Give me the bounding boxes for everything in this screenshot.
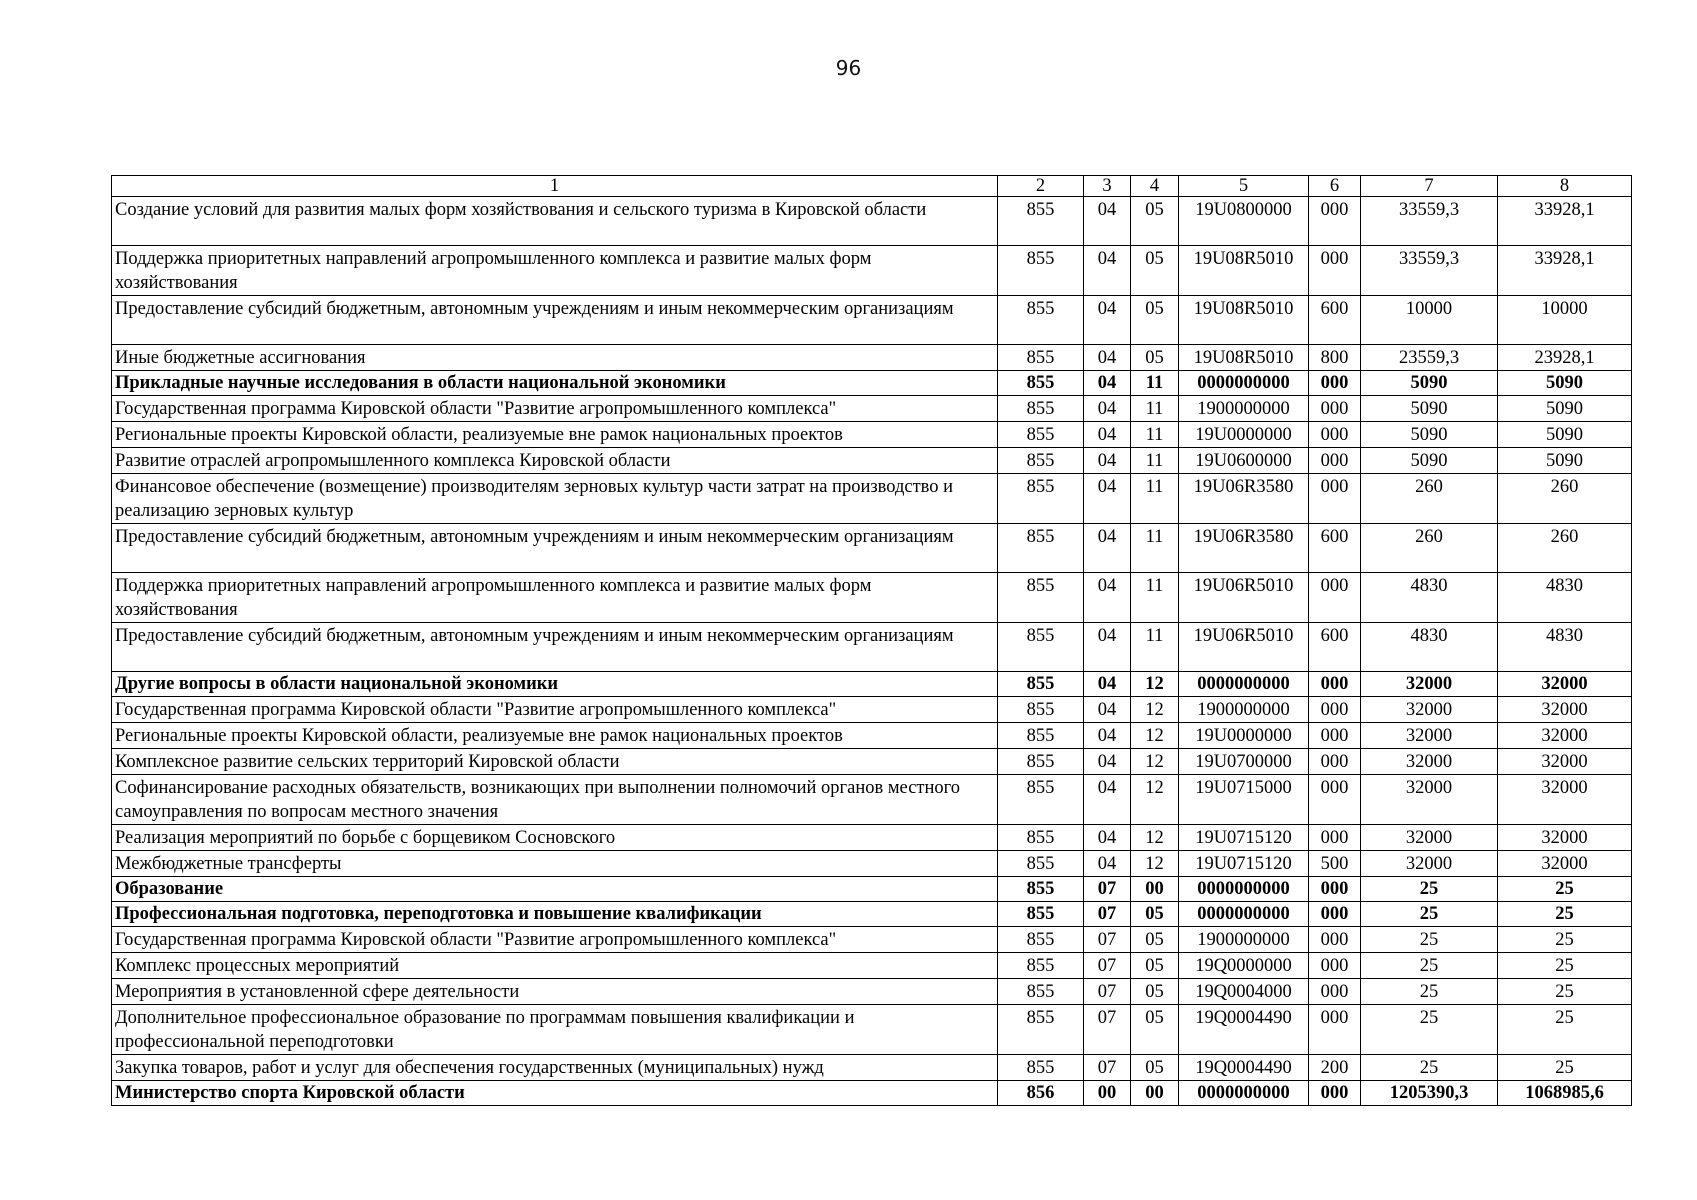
amount-year1-cell: 33559,3	[1361, 197, 1498, 246]
amount-year1-cell: 25	[1361, 1055, 1498, 1081]
subsection-cell: 05	[1131, 979, 1179, 1005]
amount-year1-cell: 260	[1361, 524, 1498, 573]
row-name-cell: Комплекс процессных мероприятий	[112, 953, 998, 979]
row-name-cell: Межбюджетные трансферты	[112, 851, 998, 877]
amount-year1-cell: 32000	[1361, 749, 1498, 775]
table-row	[112, 474, 1632, 524]
column-header: 7	[1361, 176, 1498, 197]
amount-year1-cell: 25	[1361, 927, 1498, 953]
amount-year1-cell: 4830	[1361, 623, 1498, 672]
table-row	[112, 1055, 1632, 1081]
target-article-cell: 19U08R5010	[1179, 296, 1309, 345]
amount-year1-cell: 5090	[1361, 448, 1498, 474]
target-article-cell: 0000000000	[1179, 1081, 1309, 1106]
admin-code-cell: 855	[998, 474, 1084, 524]
amount-year2-cell: 5090	[1498, 371, 1632, 396]
row-name-cell: Предоставление субсидий бюджетным, автономным учреждениям и иным некоммерческим организациям	[112, 296, 998, 345]
subsection-cell: 12	[1131, 775, 1179, 825]
amount-year2-cell: 32000	[1498, 723, 1632, 749]
target-article-cell: 19U0800000	[1179, 197, 1309, 246]
subsection-cell: 12	[1131, 697, 1179, 723]
amount-year2-cell: 25	[1498, 1005, 1632, 1055]
expense-type-cell: 000	[1309, 573, 1361, 623]
target-article-cell: 1900000000	[1179, 697, 1309, 723]
amount-year2-cell: 5090	[1498, 396, 1632, 422]
expense-type-cell: 000	[1309, 672, 1361, 697]
admin-code-cell: 855	[998, 672, 1084, 697]
section-cell: 04	[1084, 246, 1131, 296]
admin-code-cell: 855	[998, 775, 1084, 825]
amount-year2-cell: 5090	[1498, 448, 1632, 474]
section-cell: 04	[1084, 573, 1131, 623]
target-article-cell: 0000000000	[1179, 371, 1309, 396]
admin-code-cell: 855	[998, 749, 1084, 775]
table-row	[112, 524, 1632, 573]
column-header: 2	[998, 176, 1084, 197]
table-row	[112, 396, 1632, 422]
amount-year2-cell: 32000	[1498, 775, 1632, 825]
amount-year1-cell: 5090	[1361, 422, 1498, 448]
section-cell: 04	[1084, 448, 1131, 474]
expense-type-cell: 000	[1309, 749, 1361, 775]
admin-code-cell: 855	[998, 623, 1084, 672]
page-number: 96	[835, 56, 862, 80]
expense-type-cell: 000	[1309, 775, 1361, 825]
admin-code-cell: 855	[998, 927, 1084, 953]
subsection-cell: 05	[1131, 1055, 1179, 1081]
expense-type-cell: 000	[1309, 877, 1361, 902]
table-row	[112, 979, 1632, 1005]
amount-year2-cell: 25	[1498, 979, 1632, 1005]
expense-type-cell: 000	[1309, 902, 1361, 927]
table-row	[112, 422, 1632, 448]
section-cell: 04	[1084, 775, 1131, 825]
amount-year1-cell: 32000	[1361, 825, 1498, 851]
subsection-cell: 05	[1131, 246, 1179, 296]
expense-type-cell: 200	[1309, 1055, 1361, 1081]
amount-year1-cell: 33559,3	[1361, 246, 1498, 296]
subsection-cell: 11	[1131, 422, 1179, 448]
row-name-cell: Другие вопросы в области национальной экономики	[112, 672, 998, 697]
admin-code-cell: 855	[998, 422, 1084, 448]
target-article-cell: 0000000000	[1179, 902, 1309, 927]
subsection-cell: 05	[1131, 345, 1179, 371]
admin-code-cell: 855	[998, 448, 1084, 474]
amount-year1-cell: 10000	[1361, 296, 1498, 345]
row-name-cell: Поддержка приоритетных направлений агропромышленного комплекса и развитие малых форм хозяйствования	[112, 246, 998, 296]
table-row	[112, 927, 1632, 953]
subsection-cell: 11	[1131, 448, 1179, 474]
amount-year2-cell: 32000	[1498, 749, 1632, 775]
target-article-cell: 19Q0004490	[1179, 1005, 1309, 1055]
table-row	[112, 697, 1632, 723]
table-row	[112, 825, 1632, 851]
row-name-cell: Поддержка приоритетных направлений агропромышленного комплекса и развитие малых форм хозяйствования	[112, 573, 998, 623]
section-cell: 07	[1084, 979, 1131, 1005]
row-name-cell: Региональные проекты Кировской области, реализуемые вне рамок национальных проектов	[112, 422, 998, 448]
subsection-cell: 11	[1131, 623, 1179, 672]
amount-year2-cell: 1068985,6	[1498, 1081, 1632, 1106]
subsection-cell: 11	[1131, 573, 1179, 623]
target-article-cell: 1900000000	[1179, 396, 1309, 422]
admin-code-cell: 855	[998, 345, 1084, 371]
row-name-cell: Закупка товаров, работ и услуг для обеспечения государственных (муниципальных) нужд	[112, 1055, 998, 1081]
section-cell: 04	[1084, 723, 1131, 749]
subsection-cell: 05	[1131, 296, 1179, 345]
table-row	[112, 672, 1632, 697]
expense-type-cell: 600	[1309, 296, 1361, 345]
target-article-cell: 19U0715000	[1179, 775, 1309, 825]
table-row	[112, 448, 1632, 474]
row-name-cell: Государственная программа Кировской области "Развитие агропромышленного комплекса"	[112, 396, 998, 422]
admin-code-cell: 855	[998, 524, 1084, 573]
section-cell: 04	[1084, 749, 1131, 775]
section-cell: 04	[1084, 474, 1131, 524]
section-cell: 07	[1084, 1005, 1131, 1055]
admin-code-cell: 855	[998, 825, 1084, 851]
amount-year1-cell: 23559,3	[1361, 345, 1498, 371]
expense-type-cell: 000	[1309, 927, 1361, 953]
subsection-cell: 12	[1131, 749, 1179, 775]
target-article-cell: 19U0700000	[1179, 749, 1309, 775]
row-name-cell: Министерство спорта Кировской области	[112, 1081, 998, 1106]
section-cell: 00	[1084, 1081, 1131, 1106]
expense-type-cell: 000	[1309, 197, 1361, 246]
table-row	[112, 246, 1632, 296]
expense-type-cell: 600	[1309, 623, 1361, 672]
admin-code-cell: 856	[998, 1081, 1084, 1106]
row-name-cell: Предоставление субсидий бюджетным, автономным учреждениям и иным некоммерческим организациям	[112, 623, 998, 672]
budget-table	[111, 175, 1632, 1106]
amount-year1-cell: 32000	[1361, 723, 1498, 749]
subsection-cell: 11	[1131, 396, 1179, 422]
expense-type-cell: 000	[1309, 825, 1361, 851]
table-row	[112, 296, 1632, 345]
expense-type-cell: 000	[1309, 697, 1361, 723]
row-name-cell: Реализация мероприятий по борьбе с борщевиком Сосновского	[112, 825, 998, 851]
amount-year1-cell: 25	[1361, 979, 1498, 1005]
expense-type-cell: 000	[1309, 474, 1361, 524]
amount-year2-cell: 10000	[1498, 296, 1632, 345]
amount-year2-cell: 32000	[1498, 851, 1632, 877]
admin-code-cell: 855	[998, 902, 1084, 927]
target-article-cell: 19U0715120	[1179, 851, 1309, 877]
amount-year1-cell: 4830	[1361, 573, 1498, 623]
target-article-cell: 19U0715120	[1179, 825, 1309, 851]
row-name-cell: Иные бюджетные ассигнования	[112, 345, 998, 371]
target-article-cell: 0000000000	[1179, 877, 1309, 902]
admin-code-cell: 855	[998, 246, 1084, 296]
subsection-cell: 05	[1131, 953, 1179, 979]
amount-year2-cell: 25	[1498, 927, 1632, 953]
target-article-cell: 19U08R5010	[1179, 246, 1309, 296]
amount-year1-cell: 25	[1361, 953, 1498, 979]
amount-year2-cell: 25	[1498, 953, 1632, 979]
amount-year1-cell: 1205390,3	[1361, 1081, 1498, 1106]
subsection-cell: 05	[1131, 902, 1179, 927]
subsection-cell: 05	[1131, 927, 1179, 953]
expense-type-cell: 000	[1309, 246, 1361, 296]
table-row	[112, 197, 1632, 246]
admin-code-cell: 855	[998, 1055, 1084, 1081]
section-cell: 04	[1084, 296, 1131, 345]
section-cell: 04	[1084, 197, 1131, 246]
row-name-cell: Образование	[112, 877, 998, 902]
admin-code-cell: 855	[998, 197, 1084, 246]
admin-code-cell: 855	[998, 573, 1084, 623]
amount-year2-cell: 260	[1498, 474, 1632, 524]
column-header: 1	[112, 176, 998, 197]
row-name-cell: Государственная программа Кировской области "Развитие агропромышленного комплекса"	[112, 927, 998, 953]
target-article-cell: 19U0600000	[1179, 448, 1309, 474]
amount-year1-cell: 32000	[1361, 697, 1498, 723]
amount-year2-cell: 33928,1	[1498, 246, 1632, 296]
section-cell: 04	[1084, 697, 1131, 723]
section-cell: 07	[1084, 877, 1131, 902]
section-cell: 07	[1084, 927, 1131, 953]
section-cell: 07	[1084, 953, 1131, 979]
expense-type-cell: 000	[1309, 979, 1361, 1005]
subsection-cell: 12	[1131, 672, 1179, 697]
target-article-cell: 19U0000000	[1179, 723, 1309, 749]
amount-year1-cell: 32000	[1361, 775, 1498, 825]
subsection-cell: 00	[1131, 1081, 1179, 1106]
amount-year1-cell: 5090	[1361, 396, 1498, 422]
expense-type-cell: 000	[1309, 448, 1361, 474]
section-cell: 04	[1084, 672, 1131, 697]
table-body	[112, 197, 1632, 1106]
table-row	[112, 371, 1632, 396]
amount-year1-cell: 32000	[1361, 851, 1498, 877]
row-name-cell: Комплексное развитие сельских территорий Кировской области	[112, 749, 998, 775]
target-article-cell: 19U06R5010	[1179, 573, 1309, 623]
subsection-cell: 05	[1131, 1005, 1179, 1055]
amount-year1-cell: 32000	[1361, 672, 1498, 697]
subsection-cell: 12	[1131, 851, 1179, 877]
expense-type-cell: 000	[1309, 1005, 1361, 1055]
amount-year1-cell: 25	[1361, 902, 1498, 927]
target-article-cell: 0000000000	[1179, 672, 1309, 697]
expense-type-cell: 000	[1309, 1081, 1361, 1106]
row-name-cell: Развитие отраслей агропромышленного комплекса Кировской области	[112, 448, 998, 474]
expense-type-cell: 500	[1309, 851, 1361, 877]
expense-type-cell: 000	[1309, 723, 1361, 749]
admin-code-cell: 855	[998, 1005, 1084, 1055]
target-article-cell: 19U08R5010	[1179, 345, 1309, 371]
admin-code-cell: 855	[998, 371, 1084, 396]
admin-code-cell: 855	[998, 723, 1084, 749]
amount-year2-cell: 23928,1	[1498, 345, 1632, 371]
subsection-cell: 12	[1131, 825, 1179, 851]
row-name-cell: Профессиональная подготовка, переподготовка и повышение квалификации	[112, 902, 998, 927]
section-cell: 04	[1084, 371, 1131, 396]
amount-year1-cell: 25	[1361, 1005, 1498, 1055]
target-article-cell: 19U06R3580	[1179, 524, 1309, 573]
admin-code-cell: 855	[998, 953, 1084, 979]
amount-year2-cell: 4830	[1498, 573, 1632, 623]
subsection-cell: 11	[1131, 524, 1179, 573]
row-name-cell: Государственная программа Кировской области "Развитие агропромышленного комплекса"	[112, 697, 998, 723]
table-row	[112, 877, 1632, 902]
amount-year2-cell: 33928,1	[1498, 197, 1632, 246]
row-name-cell: Предоставление субсидий бюджетным, автономным учреждениям и иным некоммерческим организациям	[112, 524, 998, 573]
column-header: 8	[1498, 176, 1632, 197]
expense-type-cell: 000	[1309, 371, 1361, 396]
table-row	[112, 749, 1632, 775]
row-name-cell: Прикладные научные исследования в области национальной экономики	[112, 371, 998, 396]
section-cell: 04	[1084, 345, 1131, 371]
admin-code-cell: 855	[998, 697, 1084, 723]
amount-year2-cell: 32000	[1498, 697, 1632, 723]
table-row	[112, 1081, 1632, 1106]
amount-year2-cell: 32000	[1498, 825, 1632, 851]
target-article-cell: 19Q0000000	[1179, 953, 1309, 979]
section-cell: 04	[1084, 851, 1131, 877]
table-row	[112, 623, 1632, 672]
table-row	[112, 902, 1632, 927]
row-name-cell: Финансовое обеспечение (возмещение) производителям зерновых культур части затрат на производство и реализацию зерновых культур	[112, 474, 998, 524]
amount-year1-cell: 5090	[1361, 371, 1498, 396]
table-row	[112, 851, 1632, 877]
amount-year2-cell: 25	[1498, 902, 1632, 927]
section-cell: 04	[1084, 524, 1131, 573]
expense-type-cell: 000	[1309, 422, 1361, 448]
row-name-cell: Дополнительное профессиональное образование по программам повышения квалификации и профессиональной переподготовки	[112, 1005, 998, 1055]
amount-year2-cell: 25	[1498, 1055, 1632, 1081]
section-cell: 04	[1084, 422, 1131, 448]
column-header: 4	[1131, 176, 1179, 197]
row-name-cell: Софинансирование расходных обязательств, возникающих при выполнении полномочий органов местного самоуправления по вопросам местного значения	[112, 775, 998, 825]
table-row	[112, 573, 1632, 623]
target-article-cell: 19U06R3580	[1179, 474, 1309, 524]
section-cell: 04	[1084, 623, 1131, 672]
amount-year2-cell: 4830	[1498, 623, 1632, 672]
column-header: 5	[1179, 176, 1309, 197]
column-number-row	[112, 176, 1632, 197]
row-name-cell: Мероприятия в установленной сфере деятельности	[112, 979, 998, 1005]
table-row	[112, 723, 1632, 749]
admin-code-cell: 855	[998, 851, 1084, 877]
amount-year2-cell: 32000	[1498, 672, 1632, 697]
section-cell: 04	[1084, 396, 1131, 422]
admin-code-cell: 855	[998, 877, 1084, 902]
amount-year1-cell: 25	[1361, 877, 1498, 902]
table-row	[112, 953, 1632, 979]
admin-code-cell: 855	[998, 396, 1084, 422]
section-cell: 07	[1084, 1055, 1131, 1081]
row-name-cell: Создание условий для развития малых форм хозяйствования и сельского туризма в Кировской области	[112, 197, 998, 246]
column-header: 3	[1084, 176, 1131, 197]
admin-code-cell: 855	[998, 979, 1084, 1005]
target-article-cell: 19U06R5010	[1179, 623, 1309, 672]
subsection-cell: 11	[1131, 371, 1179, 396]
expense-type-cell: 800	[1309, 345, 1361, 371]
admin-code-cell: 855	[998, 296, 1084, 345]
table-row	[112, 345, 1632, 371]
section-cell: 07	[1084, 902, 1131, 927]
subsection-cell: 05	[1131, 197, 1179, 246]
amount-year2-cell: 25	[1498, 877, 1632, 902]
target-article-cell: 19U0000000	[1179, 422, 1309, 448]
expense-type-cell: 000	[1309, 396, 1361, 422]
table-row	[112, 1005, 1632, 1055]
column-header: 6	[1309, 176, 1361, 197]
row-name-cell: Региональные проекты Кировской области, реализуемые вне рамок национальных проектов	[112, 723, 998, 749]
amount-year2-cell: 5090	[1498, 422, 1632, 448]
target-article-cell: 19Q0004490	[1179, 1055, 1309, 1081]
amount-year1-cell: 260	[1361, 474, 1498, 524]
section-cell: 04	[1084, 825, 1131, 851]
expense-type-cell: 600	[1309, 524, 1361, 573]
amount-year2-cell: 260	[1498, 524, 1632, 573]
target-article-cell: 1900000000	[1179, 927, 1309, 953]
target-article-cell: 19Q0004000	[1179, 979, 1309, 1005]
subsection-cell: 11	[1131, 474, 1179, 524]
expense-type-cell: 000	[1309, 953, 1361, 979]
subsection-cell: 12	[1131, 723, 1179, 749]
subsection-cell: 00	[1131, 877, 1179, 902]
table-row	[112, 775, 1632, 825]
